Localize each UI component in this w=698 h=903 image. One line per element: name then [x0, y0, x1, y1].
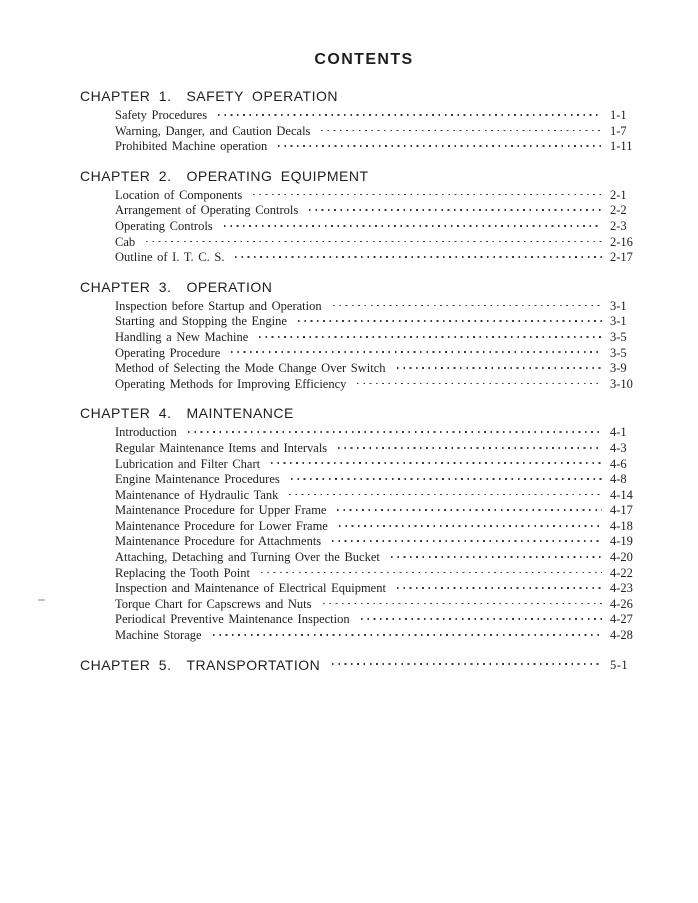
toc-entry-label: Operating Procedure: [115, 345, 221, 360]
toc-entry-page-number: 2-1: [610, 187, 627, 202]
toc-entry: [115, 534, 648, 550]
dot-leader: [338, 447, 602, 449]
toc-entry-label: Attaching, Detaching and Turning Over the Bucket: [115, 550, 380, 565]
chapter-entries: [80, 425, 648, 643]
toc-entry-label: Maintenance Procedure for Lower Frame: [115, 518, 328, 533]
chapter-section: [80, 279, 648, 393]
chapter-section: [80, 168, 648, 266]
page-title: CONTENTS: [314, 51, 414, 68]
toc-entry: [115, 550, 648, 566]
toc-entry-page-number: 4-27: [610, 612, 633, 627]
toc-entry-label: Maintenance of Hydraulic Tank: [115, 487, 279, 502]
chapter-title: OPERATION: [186, 278, 273, 295]
chapter-heading: [80, 657, 648, 674]
toc-entry-page-number: 1-1: [610, 108, 627, 122]
toc-entry: [115, 299, 648, 315]
dot-leader: [218, 114, 602, 116]
toc-entry-label: Replacing the Tooth Point: [115, 565, 250, 580]
chapter-heading: [80, 405, 648, 422]
chapter-section: [80, 657, 648, 674]
toc-entry-page-number: 3-1: [610, 298, 627, 313]
toc-entry-label: Cab: [115, 234, 136, 249]
toc-entry-label: Arrangement of Operating Controls: [115, 203, 299, 218]
chapter-list: [80, 88, 648, 674]
toc-entry: [115, 124, 648, 140]
toc-entry: [115, 566, 648, 582]
dot-leader: [261, 572, 602, 574]
toc-entry-page-number: 3-5: [610, 345, 627, 360]
toc-entry-page-number: 4-18: [610, 518, 633, 533]
toc-entry: [115, 188, 648, 204]
toc-entry-page-number: 2-3: [610, 218, 627, 233]
dot-leader: [332, 540, 602, 542]
dot-leader: [146, 241, 602, 243]
dot-leader: [291, 478, 602, 480]
toc-entry: [115, 346, 648, 362]
dot-leader: [337, 509, 602, 511]
toc-entry-label: Torque Chart for Capscrews and Nuts: [115, 596, 312, 611]
toc-entry-page-number: 4-22: [610, 565, 633, 580]
toc-entry: [115, 581, 648, 597]
dot-leader: [321, 130, 602, 132]
toc-entry: [115, 628, 648, 644]
toc-entry: [115, 139, 648, 155]
toc-entry: [115, 314, 648, 330]
chapter-section: [80, 405, 648, 643]
toc-entry: [115, 597, 648, 613]
toc-entry-label: Safety Procedures: [115, 108, 208, 122]
toc-entry: [115, 203, 648, 219]
toc-entry-label: Prohibited Machine operation: [115, 139, 268, 154]
toc-entry-label: Introduction: [115, 425, 177, 440]
toc-entry: [115, 235, 648, 251]
toc-entry-label: Location of Components: [115, 187, 243, 202]
toc-entry-page-number: 4-14: [610, 487, 633, 502]
dot-leader: [357, 383, 602, 385]
toc-entry: [115, 488, 648, 504]
toc-entry-label: Machine Storage: [115, 628, 202, 643]
chapter-heading: [80, 88, 648, 105]
toc-entry-page-number: 3-5: [610, 329, 627, 344]
toc-entry-page-number: 2-17: [610, 250, 633, 265]
toc-entry-page-number: 4-8: [610, 472, 627, 487]
toc-entry: [115, 425, 648, 441]
toc-entry-label: Operating Methods for Improving Efficiency: [115, 376, 347, 391]
chapter-heading: [80, 168, 648, 185]
toc-entry-page-number: 4-1: [610, 425, 627, 440]
dot-leader: [391, 556, 602, 558]
chapter-label: CHAPTER 1.: [80, 88, 172, 104]
chapter-heading: [80, 279, 648, 296]
toc-entry-page-number: 3-1: [610, 314, 627, 329]
toc-entry-page-number: 4-23: [610, 581, 633, 596]
toc-entry-page-number: 1-7: [610, 123, 627, 138]
dot-leader: [309, 209, 602, 211]
toc-entry-page-number: 4-19: [610, 534, 633, 549]
chapter-label: CHAPTER 2.: [80, 167, 172, 184]
dot-leader: [397, 367, 602, 369]
toc-entry: [115, 361, 648, 377]
toc-entry: [115, 503, 648, 519]
toc-entry-label: Engine Maintenance Procedures: [115, 472, 280, 487]
toc-entry-label: Warning, Danger, and Caution Decals: [115, 123, 311, 138]
toc-entry: [115, 457, 648, 473]
dot-leader: [259, 336, 602, 338]
toc-entry-page-number: 3-10: [610, 376, 633, 391]
toc-entry: [115, 519, 648, 535]
toc-entry: [115, 250, 648, 266]
toc-entry-page-number: 4-20: [610, 550, 633, 565]
chapter-section: [80, 88, 648, 155]
dot-leader: [298, 320, 602, 322]
toc-entry-label: Starting and Stopping the Engine: [115, 314, 287, 329]
toc-entry: [115, 330, 648, 346]
toc-entry-label: Periodical Preventive Maintenance Inspection: [115, 612, 350, 627]
toc-entry: [115, 219, 648, 235]
dot-leader: [289, 494, 602, 496]
dot-leader: [271, 462, 602, 464]
toc-entry-label: Maintenance Procedure for Upper Frame: [115, 503, 327, 518]
dot-leader: [253, 194, 602, 196]
dot-leader: [333, 305, 602, 307]
toc-entry-label: Method of Selecting the Mode Change Over Switch: [115, 361, 386, 376]
toc-entry-label: Outline of I. T. C. S.: [115, 250, 225, 265]
toc-entry-page-number: 4-28: [610, 628, 633, 643]
toc-entry-label: Operating Controls: [115, 218, 213, 233]
toc-entry-label: Inspection before Startup and Operation: [115, 298, 322, 313]
chapter-label: CHAPTER 5.: [80, 656, 172, 673]
chapter-entries: [80, 188, 648, 266]
chapter-title: SAFETY OPERATION: [186, 88, 338, 104]
dot-leader: [231, 351, 602, 353]
chapter-title: MAINTENANCE: [186, 405, 294, 422]
toc-entry-page-number: 3-9: [610, 361, 627, 376]
scan-artifact-dash: [38, 599, 45, 601]
toc-entry-page-number: 2-2: [610, 203, 627, 218]
toc-entry: [115, 108, 648, 124]
toc-entry-page-number: 2-16: [610, 234, 633, 249]
dot-leader: [278, 145, 602, 147]
dot-leader: [213, 634, 602, 636]
dot-leader: [332, 663, 602, 665]
dot-leader: [224, 225, 602, 227]
chapter-page-number: 5-1: [610, 657, 629, 672]
toc-entry: [115, 377, 648, 393]
toc-entry: [115, 441, 648, 457]
toc-entry-page-number: 4-3: [610, 440, 627, 455]
toc-entry-label: Inspection and Maintenance of Electrical Equipment: [115, 581, 386, 596]
toc-entry-label: Maintenance Procedure for Attachments: [115, 534, 322, 549]
toc-entry-label: Handling a New Machine: [115, 329, 249, 344]
chapter-entries: [80, 299, 648, 393]
chapter-title: OPERATING EQUIPMENT: [186, 167, 369, 184]
toc-entry-page-number: 4-17: [610, 503, 633, 518]
toc-entry-page-number: 4-6: [610, 456, 627, 471]
toc-entry-page-number: 1-11: [610, 139, 633, 154]
dot-leader: [339, 525, 602, 527]
dot-leader: [361, 618, 602, 620]
toc-entry-label: Regular Maintenance Items and Intervals: [115, 440, 328, 455]
chapter-label: CHAPTER 4.: [80, 405, 172, 422]
toc-entry-label: Lubrication and Filter Chart: [115, 456, 261, 471]
dot-leader: [323, 603, 602, 605]
dot-leader: [397, 587, 602, 589]
dot-leader: [188, 431, 602, 433]
toc-entry: [115, 472, 648, 488]
toc-entry: [115, 612, 648, 628]
toc-entry-page-number: 4-26: [610, 596, 633, 611]
chapter-label: CHAPTER 3.: [80, 278, 172, 295]
chapter-entries: [80, 108, 648, 155]
dot-leader: [235, 256, 602, 258]
chapter-title: TRANSPORTATION: [186, 656, 321, 673]
